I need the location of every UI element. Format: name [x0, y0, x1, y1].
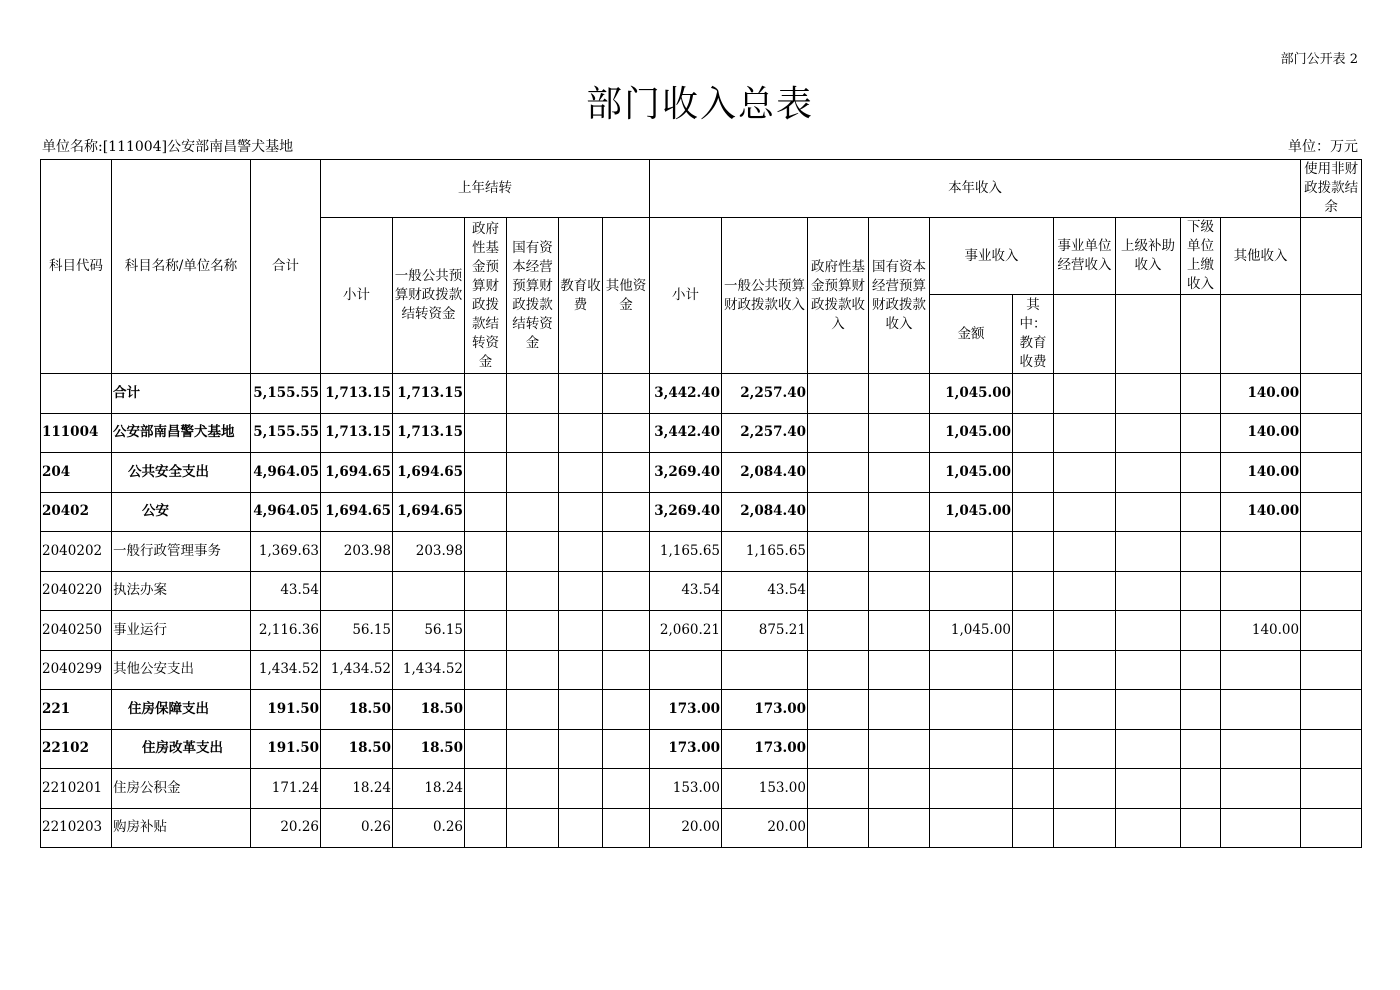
cell-ty-other	[1221, 571, 1301, 611]
header-ly-other: 其他资金	[603, 218, 650, 374]
cell-ty-other: 140.00	[1221, 453, 1301, 493]
cell-ty-business-edu	[1013, 374, 1054, 414]
cell-ty-business-amount: 1,045.00	[930, 611, 1013, 651]
cell-total: 1,434.52	[251, 650, 321, 690]
header-ty-gov-fund: 政府性基金预算财政拨款收入	[808, 218, 869, 374]
cell-ly-general: 1,713.15	[393, 374, 465, 414]
cell-ty-gov-fund	[808, 611, 869, 651]
table-row	[41, 769, 1362, 809]
cell-ly-gov-fund	[465, 690, 507, 730]
cell-ly-gov-fund	[465, 453, 507, 493]
cell-non-fiscal	[1301, 611, 1362, 651]
cell-name: 住房改革支出	[112, 729, 251, 769]
cell-ty-subtotal: 173.00	[650, 690, 722, 730]
cell-ty-state-capital	[869, 808, 930, 848]
header-code: 科目代码	[41, 160, 112, 374]
cell-ly-subtotal: 18.50	[321, 729, 393, 769]
cell-ly-edu	[559, 453, 603, 493]
header-blank-4	[1181, 295, 1221, 374]
cell-total: 43.54	[251, 571, 321, 611]
cell-ty-general: 173.00	[722, 690, 808, 730]
cell-ly-state-capital	[507, 611, 559, 651]
cell-ly-state-capital	[507, 650, 559, 690]
cell-name: 住房保障支出	[112, 690, 251, 730]
cell-ty-business-edu	[1013, 808, 1054, 848]
cell-ty-general: 2,084.40	[722, 453, 808, 493]
cell-ty-business-edu	[1013, 492, 1054, 532]
header-ly-general: 一般公共预算财政拨款结转资金	[393, 218, 465, 374]
cell-ty-superior	[1116, 650, 1181, 690]
cell-ly-subtotal: 203.98	[321, 532, 393, 572]
cell-ty-superior	[1116, 453, 1181, 493]
unit-label: 单位：万元	[1288, 139, 1358, 155]
header-last-year: 上年结转	[321, 160, 650, 218]
header-non-fiscal: 使用非财政拨款结余	[1301, 160, 1362, 218]
cell-ty-subtotal: 3,442.40	[650, 413, 722, 453]
cell-ty-general: 20.00	[722, 808, 808, 848]
cell-ty-business-edu	[1013, 611, 1054, 651]
cell-ty-superior	[1116, 611, 1181, 651]
cell-ty-subordinate	[1181, 374, 1221, 414]
cell-ly-state-capital	[507, 413, 559, 453]
cell-ty-operating	[1054, 729, 1116, 769]
cell-ly-general: 0.26	[393, 808, 465, 848]
cell-ty-gov-fund	[808, 571, 869, 611]
cell-ty-operating	[1054, 532, 1116, 572]
table-row	[41, 729, 1362, 769]
cell-ty-business-amount	[930, 769, 1013, 809]
cell-ty-operating	[1054, 374, 1116, 414]
cell-ly-subtotal: 1,694.65	[321, 453, 393, 493]
cell-ty-business-edu	[1013, 571, 1054, 611]
header-this-year: 本年收入	[650, 160, 1301, 218]
cell-ty-other: 140.00	[1221, 374, 1301, 414]
header-ty-subordinate: 下级单位上缴收入	[1181, 218, 1221, 295]
cell-ty-operating	[1054, 690, 1116, 730]
cell-ly-gov-fund	[465, 492, 507, 532]
form-number: 部门公开表 2	[1280, 52, 1358, 67]
cell-ly-other	[603, 611, 650, 651]
cell-ty-business-edu	[1013, 729, 1054, 769]
cell-ly-subtotal	[321, 571, 393, 611]
cell-name: 购房补贴	[112, 808, 251, 848]
cell-ty-subordinate	[1181, 611, 1221, 651]
cell-ty-other: 140.00	[1221, 413, 1301, 453]
header-name: 科目名称/单位名称	[112, 160, 251, 374]
cell-ty-gov-fund	[808, 532, 869, 572]
cell-ly-other	[603, 532, 650, 572]
cell-name: 公共安全支出	[112, 453, 251, 493]
cell-ty-state-capital	[869, 374, 930, 414]
cell-name: 住房公积金	[112, 769, 251, 809]
cell-code: 2040299	[41, 650, 112, 690]
cell-ty-business-amount	[930, 729, 1013, 769]
cell-non-fiscal	[1301, 453, 1362, 493]
cell-ty-subtotal: 43.54	[650, 571, 722, 611]
cell-ty-subtotal: 2,060.21	[650, 611, 722, 651]
cell-ty-subordinate	[1181, 690, 1221, 730]
header-blank-3	[1116, 295, 1181, 374]
cell-total: 1,369.63	[251, 532, 321, 572]
cell-ty-subtotal: 3,269.40	[650, 492, 722, 532]
cell-ty-general: 875.21	[722, 611, 808, 651]
cell-ty-general	[722, 650, 808, 690]
cell-ty-superior	[1116, 729, 1181, 769]
cell-non-fiscal	[1301, 650, 1362, 690]
cell-ly-subtotal: 1,713.15	[321, 413, 393, 453]
cell-ly-state-capital	[507, 532, 559, 572]
cell-ty-subtotal: 153.00	[650, 769, 722, 809]
cell-ly-gov-fund	[465, 729, 507, 769]
cell-ty-state-capital	[869, 413, 930, 453]
cell-total: 2,116.36	[251, 611, 321, 651]
cell-ty-subordinate	[1181, 571, 1221, 611]
cell-ly-state-capital	[507, 571, 559, 611]
cell-ly-other	[603, 729, 650, 769]
cell-ly-general: 18.50	[393, 690, 465, 730]
cell-ty-state-capital	[869, 611, 930, 651]
cell-ty-operating	[1054, 808, 1116, 848]
cell-code: 2040202	[41, 532, 112, 572]
cell-ty-superior	[1116, 808, 1181, 848]
cell-non-fiscal	[1301, 532, 1362, 572]
cell-ly-other	[603, 571, 650, 611]
cell-ty-subordinate	[1181, 532, 1221, 572]
cell-ly-state-capital	[507, 808, 559, 848]
cell-code: 221	[41, 690, 112, 730]
cell-non-fiscal	[1301, 374, 1362, 414]
cell-ly-general: 203.98	[393, 532, 465, 572]
cell-ty-subtotal: 173.00	[650, 729, 722, 769]
cell-ly-general: 18.24	[393, 769, 465, 809]
table-row	[41, 532, 1362, 572]
cell-code: 204	[41, 453, 112, 493]
cell-ty-business-amount: 1,045.00	[930, 453, 1013, 493]
cell-ly-edu	[559, 808, 603, 848]
cell-ty-gov-fund	[808, 729, 869, 769]
header-blank-5	[1221, 295, 1301, 374]
cell-ty-general: 2,257.40	[722, 413, 808, 453]
cell-ty-business-amount: 1,045.00	[930, 492, 1013, 532]
cell-ty-superior	[1116, 413, 1181, 453]
cell-ty-subtotal: 20.00	[650, 808, 722, 848]
cell-ly-subtotal: 1,434.52	[321, 650, 393, 690]
cell-ty-business-amount	[930, 650, 1013, 690]
cell-ty-gov-fund	[808, 690, 869, 730]
cell-ty-operating	[1054, 492, 1116, 532]
cell-ty-general: 2,084.40	[722, 492, 808, 532]
cell-ty-business-amount	[930, 532, 1013, 572]
cell-name: 事业运行	[112, 611, 251, 651]
cell-ty-subordinate	[1181, 769, 1221, 809]
cell-non-fiscal	[1301, 571, 1362, 611]
cell-ty-business-amount: 1,045.00	[930, 413, 1013, 453]
cell-ly-other	[603, 690, 650, 730]
cell-ty-state-capital	[869, 492, 930, 532]
cell-ly-subtotal: 1,713.15	[321, 374, 393, 414]
table-row	[41, 611, 1362, 651]
header-ty-general: 一般公共预算财政拨款收入	[722, 218, 808, 374]
header-blank-2	[1054, 295, 1116, 374]
cell-ly-edu	[559, 374, 603, 414]
cell-ty-subtotal	[650, 650, 722, 690]
cell-ty-subtotal: 3,442.40	[650, 374, 722, 414]
cell-ly-subtotal: 18.50	[321, 690, 393, 730]
cell-ty-operating	[1054, 611, 1116, 651]
cell-ty-general: 1,165.65	[722, 532, 808, 572]
table-row	[41, 690, 1362, 730]
cell-ly-state-capital	[507, 374, 559, 414]
cell-total: 4,964.05	[251, 453, 321, 493]
table-row	[41, 571, 1362, 611]
cell-ty-gov-fund	[808, 413, 869, 453]
cell-ty-business-amount: 1,045.00	[930, 374, 1013, 414]
cell-ty-superior	[1116, 492, 1181, 532]
header-ty-business: 事业收入	[930, 218, 1054, 295]
cell-non-fiscal	[1301, 492, 1362, 532]
cell-ly-other	[603, 808, 650, 848]
cell-ty-business-amount	[930, 571, 1013, 611]
cell-non-fiscal	[1301, 690, 1362, 730]
cell-name: 执法办案	[112, 571, 251, 611]
header-blank-1	[1301, 218, 1362, 295]
cell-ty-superior	[1116, 769, 1181, 809]
cell-non-fiscal	[1301, 808, 1362, 848]
cell-ty-subordinate	[1181, 650, 1221, 690]
cell-ty-state-capital	[869, 571, 930, 611]
cell-ty-other	[1221, 650, 1301, 690]
cell-ty-business-edu	[1013, 769, 1054, 809]
cell-ty-state-capital	[869, 532, 930, 572]
cell-ly-edu	[559, 571, 603, 611]
cell-ty-gov-fund	[808, 650, 869, 690]
cell-total: 191.50	[251, 690, 321, 730]
cell-non-fiscal	[1301, 413, 1362, 453]
cell-ty-general: 153.00	[722, 769, 808, 809]
cell-ty-state-capital	[869, 650, 930, 690]
table-row	[41, 492, 1362, 532]
cell-ly-general: 18.50	[393, 729, 465, 769]
cell-ty-other	[1221, 808, 1301, 848]
cell-ty-subordinate	[1181, 808, 1221, 848]
cell-name: 其他公安支出	[112, 650, 251, 690]
cell-total: 5,155.55	[251, 413, 321, 453]
cell-ty-general: 43.54	[722, 571, 808, 611]
cell-name: 一般行政管理事务	[112, 532, 251, 572]
cell-ty-gov-fund	[808, 374, 869, 414]
cell-ty-gov-fund	[808, 492, 869, 532]
header-ly-gov-fund: 政府性基金预算财政拨款结转资金	[465, 218, 507, 374]
cell-ty-general: 173.00	[722, 729, 808, 769]
header-ty-operating: 事业单位经营收入	[1054, 218, 1116, 295]
table-row	[41, 650, 1362, 690]
cell-ly-general	[393, 571, 465, 611]
cell-ty-gov-fund	[808, 808, 869, 848]
header-ty-subtotal: 小计	[650, 218, 722, 374]
cell-ly-general: 1,694.65	[393, 453, 465, 493]
header-ly-subtotal: 小计	[321, 218, 393, 374]
header-ty-other: 其他收入	[1221, 218, 1301, 295]
cell-ty-other	[1221, 532, 1301, 572]
header-ty-business-amount: 金额	[930, 295, 1013, 374]
cell-ly-gov-fund	[465, 374, 507, 414]
cell-ly-other	[603, 650, 650, 690]
cell-ly-state-capital	[507, 492, 559, 532]
table-row	[41, 453, 1362, 493]
cell-total: 171.24	[251, 769, 321, 809]
cell-ty-superior	[1116, 532, 1181, 572]
cell-ty-gov-fund	[808, 769, 869, 809]
cell-ty-gov-fund	[808, 453, 869, 493]
cell-ly-other	[603, 374, 650, 414]
cell-ly-other	[603, 453, 650, 493]
header-ty-business-edu: 其中：教育收费	[1013, 295, 1054, 374]
cell-ty-state-capital	[869, 453, 930, 493]
page-title: 部门收入总表	[585, 84, 814, 125]
cell-ly-edu	[559, 492, 603, 532]
header-ly-edu: 教育收费	[559, 218, 603, 374]
cell-ty-other: 140.00	[1221, 611, 1301, 651]
cell-ty-state-capital	[869, 729, 930, 769]
cell-code: 2040250	[41, 611, 112, 651]
cell-ty-subordinate	[1181, 492, 1221, 532]
cell-total: 191.50	[251, 729, 321, 769]
table-row	[41, 374, 1362, 414]
cell-ty-business-amount	[930, 808, 1013, 848]
cell-ly-subtotal: 0.26	[321, 808, 393, 848]
cell-ly-edu	[559, 690, 603, 730]
cell-ly-edu	[559, 413, 603, 453]
cell-ly-subtotal: 1,694.65	[321, 492, 393, 532]
cell-ly-gov-fund	[465, 413, 507, 453]
cell-ty-business-edu	[1013, 413, 1054, 453]
cell-ly-general: 56.15	[393, 611, 465, 651]
cell-ty-state-capital	[869, 690, 930, 730]
header-ty-state-capital: 国有资本经营预算财政拨款收入	[869, 218, 930, 374]
income-table	[40, 159, 1362, 848]
cell-ly-general: 1,434.52	[393, 650, 465, 690]
unit-name: 单位名称:[111004]公安部南昌警犬基地	[42, 139, 294, 155]
cell-ly-state-capital	[507, 729, 559, 769]
cell-ly-other	[603, 413, 650, 453]
cell-ty-other	[1221, 690, 1301, 730]
cell-ty-subordinate	[1181, 453, 1221, 493]
cell-ty-general: 2,257.40	[722, 374, 808, 414]
header-total: 合计	[251, 160, 321, 374]
cell-ly-gov-fund	[465, 571, 507, 611]
cell-code: 2210201	[41, 769, 112, 809]
cell-ty-business-edu	[1013, 690, 1054, 730]
cell-code: 20402	[41, 492, 112, 532]
cell-ly-edu	[559, 729, 603, 769]
cell-name: 合计	[112, 374, 251, 414]
cell-ly-edu	[559, 769, 603, 809]
cell-ly-general: 1,694.65	[393, 492, 465, 532]
cell-code: 111004	[41, 413, 112, 453]
cell-ly-gov-fund	[465, 650, 507, 690]
cell-ly-other	[603, 492, 650, 532]
cell-ty-subordinate	[1181, 729, 1221, 769]
cell-non-fiscal	[1301, 729, 1362, 769]
cell-code: 2040220	[41, 571, 112, 611]
cell-ty-other	[1221, 729, 1301, 769]
cell-ty-subtotal: 3,269.40	[650, 453, 722, 493]
cell-ty-operating	[1054, 413, 1116, 453]
cell-ly-edu	[559, 532, 603, 572]
cell-code: 2210203	[41, 808, 112, 848]
cell-ty-state-capital	[869, 769, 930, 809]
cell-total: 20.26	[251, 808, 321, 848]
cell-ty-business-edu	[1013, 650, 1054, 690]
cell-total: 5,155.55	[251, 374, 321, 414]
table-row	[41, 808, 1362, 848]
cell-ty-operating	[1054, 650, 1116, 690]
cell-ty-superior	[1116, 571, 1181, 611]
cell-ty-superior	[1116, 374, 1181, 414]
cell-ly-gov-fund	[465, 769, 507, 809]
cell-ly-edu	[559, 650, 603, 690]
cell-total: 4,964.05	[251, 492, 321, 532]
cell-ty-operating	[1054, 571, 1116, 611]
cell-ly-state-capital	[507, 453, 559, 493]
cell-ty-business-edu	[1013, 453, 1054, 493]
cell-ly-state-capital	[507, 690, 559, 730]
cell-code	[41, 374, 112, 414]
cell-ly-subtotal: 56.15	[321, 611, 393, 651]
table-row	[41, 413, 1362, 453]
cell-ly-subtotal: 18.24	[321, 769, 393, 809]
cell-ty-subtotal: 1,165.65	[650, 532, 722, 572]
header-blank-6	[1301, 295, 1362, 374]
cell-ly-general: 1,713.15	[393, 413, 465, 453]
cell-name: 公安部南昌警犬基地	[112, 413, 251, 453]
cell-ly-edu	[559, 611, 603, 651]
cell-ly-gov-fund	[465, 611, 507, 651]
cell-ty-superior	[1116, 690, 1181, 730]
cell-name: 公安	[112, 492, 251, 532]
cell-ty-operating	[1054, 453, 1116, 493]
cell-ty-business-edu	[1013, 532, 1054, 572]
cell-ly-gov-fund	[465, 808, 507, 848]
cell-ty-business-amount	[930, 690, 1013, 730]
header-ty-superior: 上级补助收入	[1116, 218, 1181, 295]
cell-ly-other	[603, 769, 650, 809]
header-ly-state-capital: 国有资本经营预算财政拨款结转资金	[507, 218, 559, 374]
cell-ly-state-capital	[507, 769, 559, 809]
cell-ty-other	[1221, 769, 1301, 809]
cell-ty-operating	[1054, 769, 1116, 809]
cell-non-fiscal	[1301, 769, 1362, 809]
cell-ly-gov-fund	[465, 532, 507, 572]
cell-ty-other: 140.00	[1221, 492, 1301, 532]
cell-ty-subordinate	[1181, 413, 1221, 453]
cell-code: 22102	[41, 729, 112, 769]
